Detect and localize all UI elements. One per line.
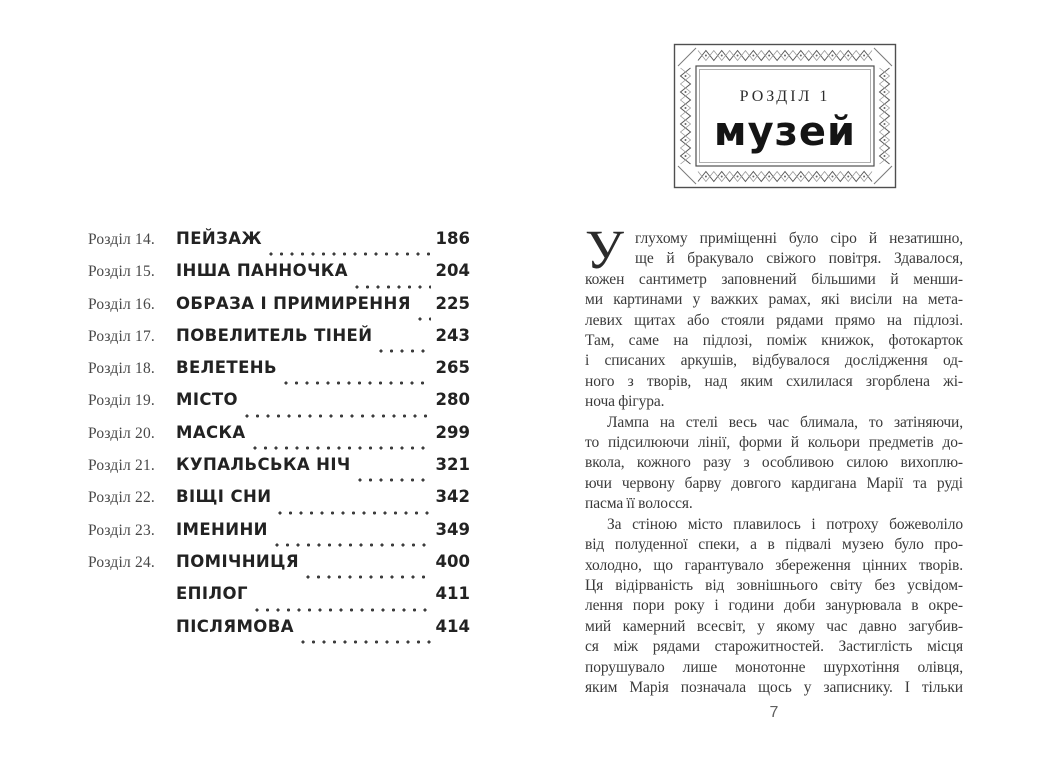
toc-dot-leader-icon bbox=[355, 285, 431, 289]
toc-dot-leader-icon bbox=[379, 349, 430, 353]
toc-row bbox=[88, 358, 470, 390]
toc-page-number: 225 bbox=[435, 293, 470, 313]
toc-page-number: 321 bbox=[435, 455, 470, 475]
text-line: лення пори року і години доби занурювала в окре- bbox=[585, 597, 963, 615]
text-line: від полуденної спеки, а в підвалі музею було про- bbox=[585, 536, 963, 554]
paragraph bbox=[585, 515, 963, 699]
toc-chapter-title: ВІЩІ СНИ bbox=[176, 487, 272, 507]
toc-chapter-label: Розділ 24. bbox=[88, 553, 156, 571]
toc-dot-leader-icon bbox=[306, 575, 431, 579]
toc-chapter-title: ОБРАЗА І ПРИМИРЕННЯ bbox=[176, 293, 411, 313]
toc-row bbox=[88, 326, 470, 358]
toc-dot-leader-icon bbox=[275, 543, 431, 547]
toc-row bbox=[88, 487, 470, 519]
toc-chapter-title: ПОВЕЛИТЕЛЬ ТІНЕЙ bbox=[176, 325, 373, 345]
toc-chapter-label: Розділ 14. bbox=[88, 231, 156, 248]
text-line: ми картинами у важких рамах, які висіли на мета- bbox=[585, 291, 963, 309]
toc-chapter-title: ПІСЛЯМОВА bbox=[176, 616, 294, 636]
toc-chapter-label: Розділ 23. bbox=[88, 521, 156, 539]
text-line: Ця відірваність від зовнішнього світу без усвідом- bbox=[585, 576, 963, 594]
text-line: і списаних аркушів, відбувалося дослідження од- bbox=[585, 352, 963, 370]
toc-chapter-title: МІСТО bbox=[176, 390, 238, 410]
toc-chapter-title: ІМЕНИНИ bbox=[176, 519, 268, 539]
toc-chapter-label: Розділ 20. bbox=[88, 424, 156, 442]
toc-page-number: 349 bbox=[435, 519, 470, 539]
text-line: порушувало лише монотонне шурхотіння олівця, bbox=[585, 658, 963, 676]
text-line: глухому приміщенні було сіро й незатишно, bbox=[635, 230, 963, 247]
chapter-kicker: РОЗДІЛ 1 bbox=[739, 88, 831, 105]
text-line: мий камерний всесвіт, у якому час давно загубив- bbox=[585, 617, 963, 635]
text-line: кожен сантиметр заповнений більшими й менши- bbox=[585, 270, 963, 288]
text-line: Лампа на стелі весь час блимала, то затіняючи, bbox=[607, 413, 963, 431]
page-number: 7 bbox=[769, 704, 779, 721]
toc-page-number: 414 bbox=[435, 616, 470, 636]
text-line: За стіною місто плавилось і потроху божеволіло bbox=[607, 515, 963, 533]
toc-chapter-title: ІНША ПАННОЧКА bbox=[176, 261, 348, 281]
toc-page-number: 204 bbox=[435, 261, 470, 281]
toc-chapter-label: Розділ 15. bbox=[88, 263, 156, 281]
text-line: ючи червону барву довгого кардигана Марії та руді bbox=[585, 474, 963, 492]
toc-chapter-title: ПЕЙЗАЖ bbox=[176, 229, 262, 248]
text-line: пасма її волосся. bbox=[585, 495, 693, 513]
text-line: яким Марія позначала щось у записнику. І тільки bbox=[585, 678, 963, 696]
text-line: то підсилюючи лінії, форми й кольори предметів до- bbox=[585, 434, 963, 452]
toc-row bbox=[88, 423, 470, 455]
text-line: ного з творів, над яким схилилася згорблена жі- bbox=[585, 372, 963, 390]
toc-chapter-title: КУПАЛЬСЬКА НІЧ bbox=[176, 455, 351, 475]
toc-chapter-title: МАСКА bbox=[176, 422, 246, 442]
text-line: вкола, кожного разу з особливою силою вихоплю- bbox=[585, 454, 963, 472]
text-line: ще й бракувало свіжого повітря. Здавалося, bbox=[635, 250, 963, 268]
toc-chapter-label: Розділ 16. bbox=[88, 295, 156, 313]
toc-chapter-label: Розділ 22. bbox=[88, 489, 156, 507]
toc-chapter-title: ПОМІЧНИЦЯ bbox=[176, 551, 299, 571]
drop-cap: У bbox=[585, 219, 624, 280]
text-line: ноча фігура. bbox=[585, 393, 665, 411]
text-line: левих щитах або стояли рядами прямо на підлозі. bbox=[585, 311, 963, 329]
toc-dot-leader-icon bbox=[278, 511, 430, 515]
toc-page-number: 186 bbox=[435, 229, 470, 248]
toc-chapter-label: Розділ 18. bbox=[88, 360, 156, 378]
toc-row bbox=[88, 390, 470, 422]
toc-chapter-title: ЕПІЛОГ bbox=[176, 584, 248, 604]
chapter-title-frame bbox=[672, 42, 898, 190]
toc-page-number: 400 bbox=[435, 551, 470, 571]
toc-dot-leader-icon bbox=[255, 608, 431, 612]
toc-row bbox=[88, 552, 470, 584]
toc-dot-leader-icon bbox=[253, 446, 431, 450]
toc-row bbox=[88, 617, 470, 649]
toc-page-number: 265 bbox=[435, 358, 470, 378]
toc-chapter-title: ВЕЛЕТЕНЬ bbox=[176, 358, 277, 378]
toc-page-number: 243 bbox=[435, 325, 470, 345]
toc-row bbox=[88, 294, 470, 326]
paragraph bbox=[585, 229, 963, 413]
toc-page-number: 342 bbox=[435, 487, 470, 507]
toc-page-number: 280 bbox=[435, 390, 470, 410]
toc-dot-leader-icon bbox=[284, 381, 431, 385]
text-line: Там, саме на підлозі, поміж книжок, фотокарток bbox=[585, 332, 963, 350]
toc-row bbox=[88, 261, 470, 293]
text-line: холодно, що гарантувало збереження цінних творів. bbox=[585, 556, 963, 574]
toc-chapter-label: Розділ 19. bbox=[88, 392, 156, 410]
table-of-contents bbox=[88, 229, 470, 649]
toc-row bbox=[88, 584, 470, 616]
toc-dot-leader-icon bbox=[301, 640, 431, 644]
paragraph bbox=[585, 413, 963, 515]
toc-dot-leader-icon bbox=[418, 317, 431, 321]
toc-chapter-label: Розділ 17. bbox=[88, 327, 156, 345]
chapter-title: музей bbox=[713, 109, 857, 155]
text-line: ся між рядами старожитностей. Застиглість місця bbox=[585, 638, 963, 656]
toc-row bbox=[88, 229, 470, 261]
toc-dot-leader-icon bbox=[269, 252, 431, 256]
toc-chapter-label: Розділ 21. bbox=[88, 457, 156, 475]
toc-row bbox=[88, 455, 470, 487]
toc-row bbox=[88, 520, 470, 552]
chapter-body-text bbox=[585, 219, 963, 698]
toc-page-number: 299 bbox=[435, 422, 470, 442]
toc-page-number: 411 bbox=[435, 584, 470, 604]
toc-dot-leader-icon bbox=[358, 478, 431, 482]
toc-dot-leader-icon bbox=[245, 414, 431, 418]
